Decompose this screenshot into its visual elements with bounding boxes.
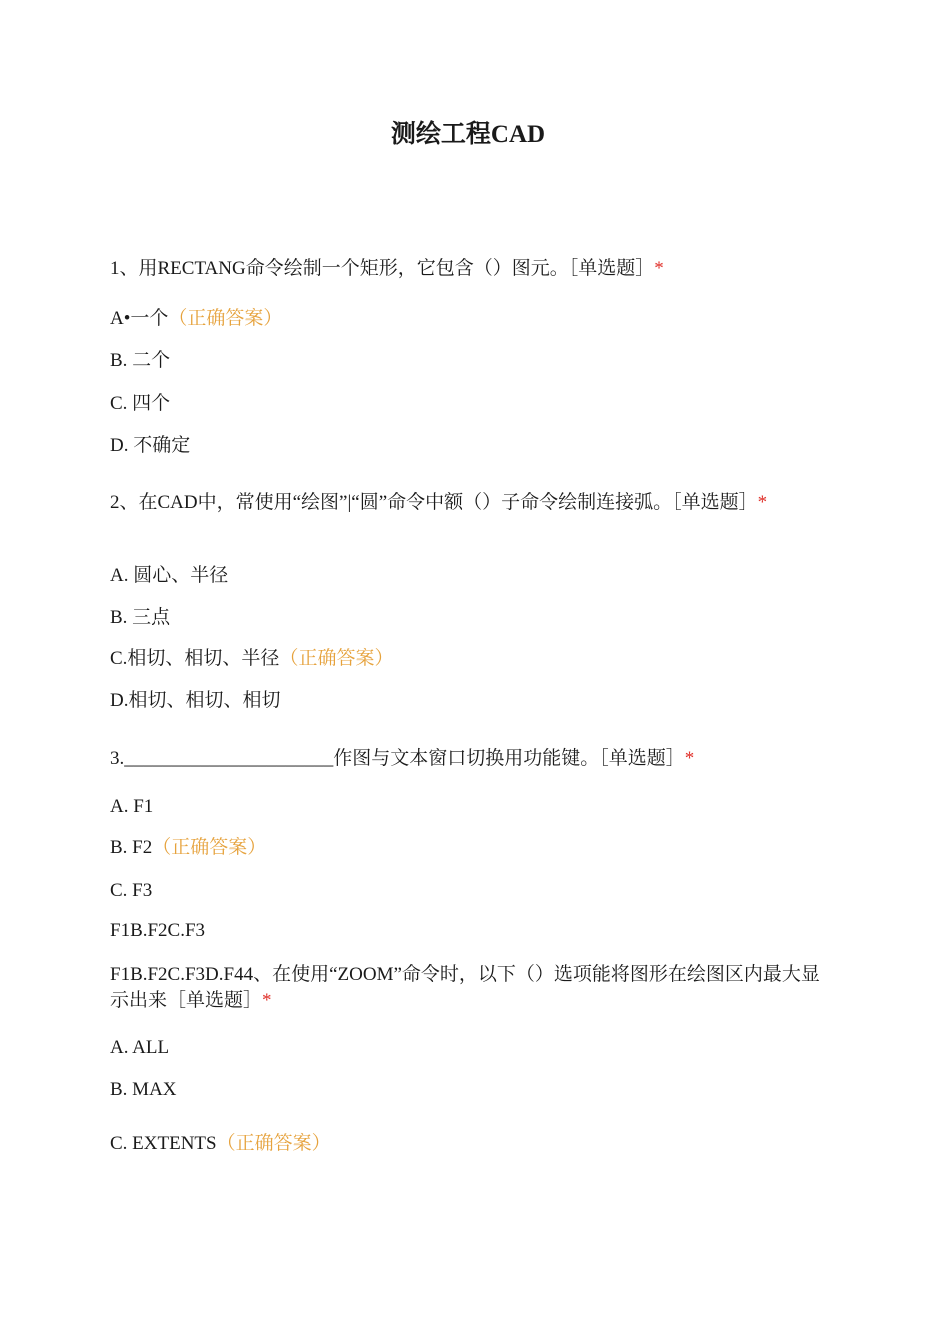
option-text: B. 三点: [110, 607, 171, 628]
question-1-stem: [110, 256, 825, 282]
question-2-option-a: [110, 563, 825, 589]
question-4-option-a: [110, 1035, 825, 1061]
option-text: B. F2: [110, 837, 153, 858]
correct-answer-label: （正确答案）: [168, 308, 283, 329]
option-text: C.相切、相切、半径: [110, 648, 280, 669]
question-text: 2、在CAD中，常使用“绘图”|“圆”命令中额（）子命令绘制连接弧。［单选题］: [110, 492, 758, 513]
question-3-extra-line: [110, 918, 825, 944]
correct-answer-label: （正确答案）: [279, 648, 394, 669]
question-4-option-b: [110, 1077, 825, 1103]
option-text: D. 不确定: [110, 435, 191, 456]
required-star: *: [262, 990, 272, 1011]
option-text: B. 二个: [110, 350, 171, 371]
correct-answer-label: （正确答案）: [216, 1133, 331, 1154]
question-text: F1B.F2C.F3D.F44、在使用“ZOOM”命令时，以下（）选项能将图形在绘图区内最大显示出来［单选题］: [110, 964, 820, 1011]
question-text: 3.______________________作图与文本窗口切换用功能键。［单选题］: [110, 748, 685, 769]
question-1-option-c: [110, 391, 825, 417]
question-3-stem: [110, 746, 825, 772]
option-text: C. EXTENTS: [110, 1133, 217, 1154]
option-text: C. F3: [110, 880, 153, 901]
question-4-stem: [110, 962, 825, 1014]
option-text: A. F1: [110, 796, 154, 817]
option-text: C. 四个: [110, 393, 171, 414]
question-text: 1、用RECTANG命令绘制一个矩形，它包含（）图元。［单选题］: [110, 258, 655, 279]
question-3-option-a: [110, 794, 825, 820]
option-text: B. MAX: [110, 1079, 177, 1100]
page-title: 测绘工程CAD: [390, 121, 546, 148]
question-2-option-b: [110, 605, 825, 631]
question-1-option-a: [110, 306, 825, 332]
required-star: *: [757, 492, 768, 513]
option-text: A•一个: [110, 308, 169, 329]
question-2-option-d: [110, 688, 825, 714]
option-text: A. 圆心、半径: [110, 565, 229, 586]
option-text: F1B.F2C.F3: [110, 920, 206, 941]
question-3-option-c: [110, 878, 825, 904]
required-star: *: [684, 748, 695, 769]
option-text: D.相切、相切、相切: [110, 690, 281, 711]
question-1-option-d: [110, 433, 825, 459]
correct-answer-label: （正确答案）: [152, 837, 267, 858]
question-3-option-b: [110, 835, 825, 861]
question-4-option-c: [110, 1131, 825, 1157]
question-2-stem: [110, 490, 825, 516]
required-star: *: [654, 258, 664, 279]
question-1-option-b: [110, 348, 825, 374]
question-2-option-c: [110, 646, 825, 672]
option-text: A. ALL: [110, 1037, 170, 1058]
